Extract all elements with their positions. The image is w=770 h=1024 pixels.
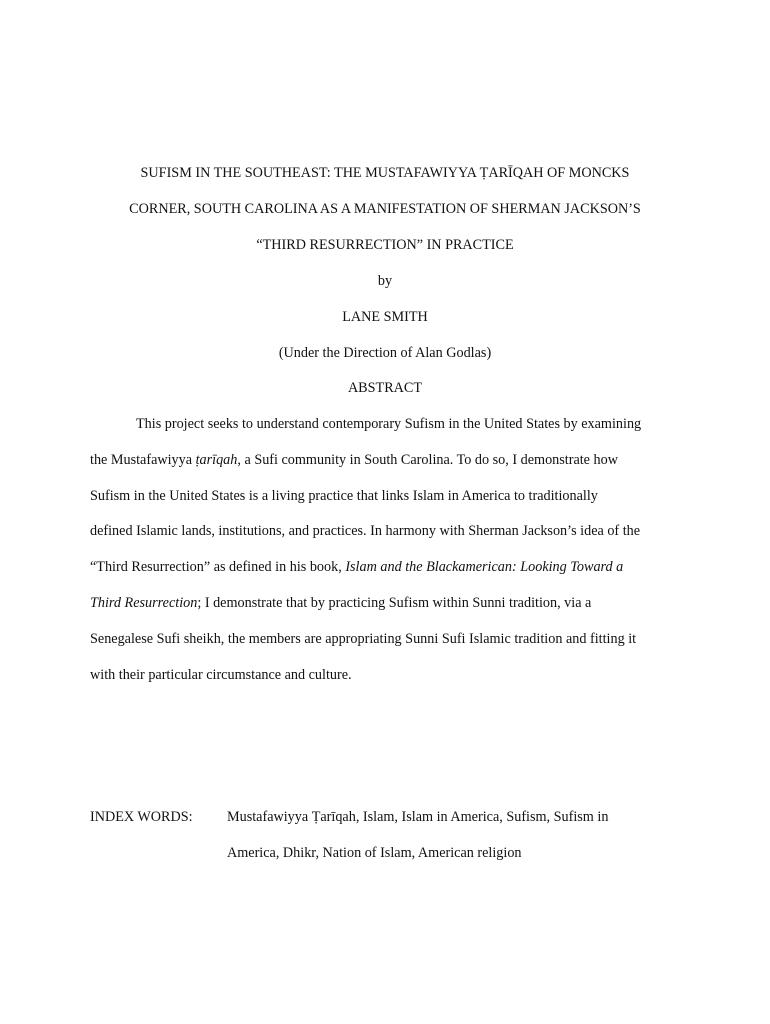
index-words-label: INDEX WORDS:	[90, 809, 193, 825]
book-title-italic: Third Resurrection	[90, 594, 198, 611]
direction-line: (Under the Direction of Alan Godlas)	[278, 345, 492, 361]
abstract-italic-term: ṭarīqah	[195, 451, 238, 468]
abstract-line-1	[90, 412, 690, 448]
title-line-3: “THIRD RESURRECTION” IN PRACTICE	[256, 237, 514, 253]
abstract-line-3	[90, 484, 690, 520]
abstract-line-4	[90, 519, 690, 555]
by-line: by	[377, 273, 393, 289]
abstract-text: defined Islamic lands, institutions, and practices. In harmony with Sherman Jackson’s idea of the	[90, 523, 641, 540]
index-words-line-1: Mustafawiyya Ṭarīqah, Islam, Islam in America, Sufism, Sufism in	[227, 809, 609, 825]
abstract-text: ; I demonstrate that by practicing Sufism within Sunni tradition, via a	[197, 594, 592, 611]
abstract-text: Sufism in the United States is a living practice that links Islam in America to traditionally	[90, 487, 598, 504]
abstract-text: , a Sufi community in South Carolina. To do so, I demonstrate how	[237, 451, 618, 468]
index-words-line-2: America, Dhikr, Nation of Islam, American religion	[227, 845, 522, 861]
title-line-1: SUFISM IN THE SOUTHEAST: THE MUSTAFAWIYYA ṬARĪQAH OF MONCKS	[140, 165, 630, 181]
abstract-text: with their particular circumstance and culture.	[90, 666, 352, 683]
abstract-text: This project seeks to understand contemporary Sufism in the United States by examining	[136, 416, 642, 432]
index-words-values	[227, 806, 608, 878]
abstract-text: Senegalese Sufi sheikh, the members are appropriating Sunni Sufi Islamic tradition and fitting it	[90, 630, 637, 647]
abstract-line-7	[90, 627, 690, 663]
abstract-heading: ABSTRACT	[347, 380, 423, 396]
author-name: LANE SMITH	[342, 309, 428, 325]
abstract-text: the Mustafawiyya	[90, 451, 196, 468]
abstract-text: “Third Resurrection” as defined in his book,	[90, 559, 346, 576]
abstract-line-8	[90, 663, 690, 699]
abstract-line-6	[90, 591, 690, 627]
title-line-2: CORNER, SOUTH CAROLINA AS A MANIFESTATION OF SHERMAN JACKSON’S	[129, 201, 641, 217]
abstract-line-2	[90, 448, 690, 484]
abstract-body	[90, 412, 690, 698]
abstract-line-5	[90, 555, 690, 591]
book-title-italic: Islam and the Blackamerican: Looking Toward a	[345, 559, 624, 576]
